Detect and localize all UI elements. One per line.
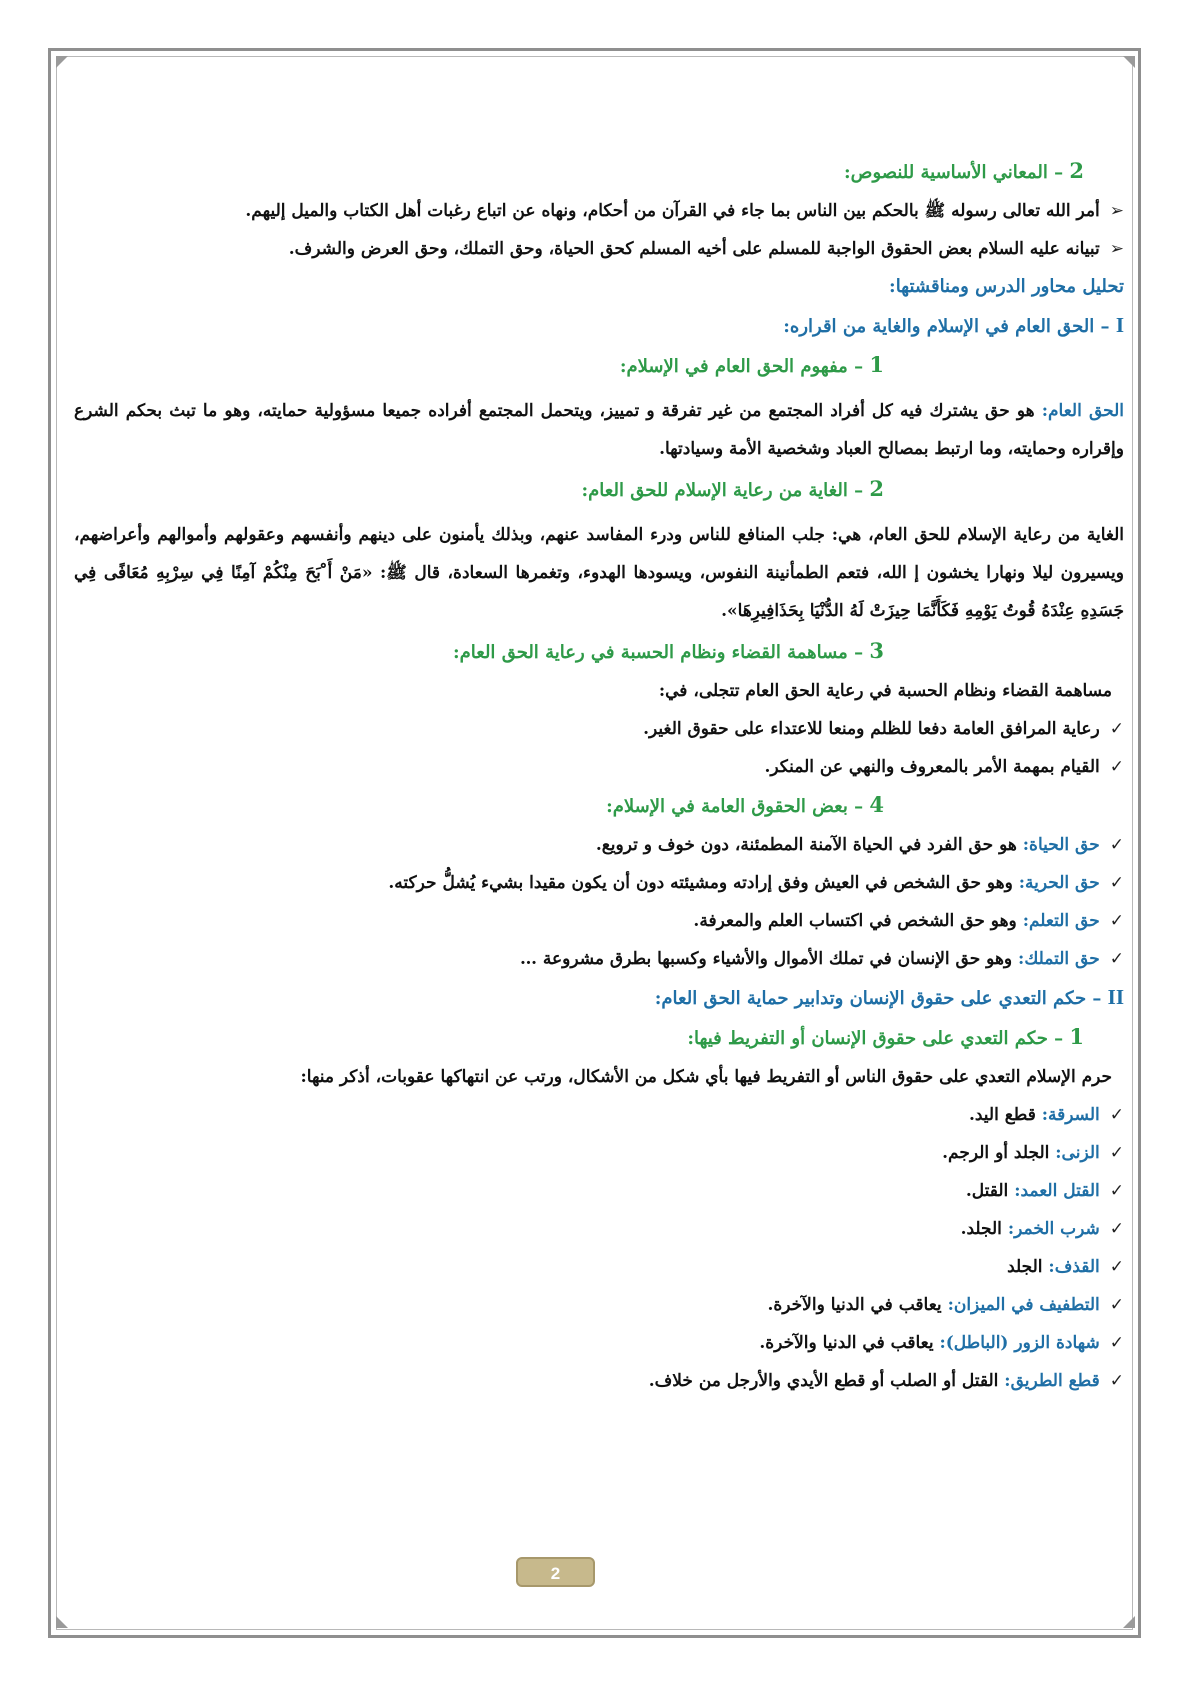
list-item — [74, 1368, 1124, 1394]
list-item — [74, 946, 1124, 972]
checkmark-icon: ✓ — [1109, 835, 1124, 855]
checkmark-icon: ✓ — [1109, 1181, 1124, 1201]
heading-text: – مفهوم الحق العام في الإسلام: — [619, 356, 864, 377]
arrow-bullet-icon: ➢ — [1109, 201, 1124, 221]
list-item-text: القتل أو الصلب أو قطع الأيدي والأرجل من خلاف. — [648, 1371, 999, 1391]
heading-text: – مساهمة القضاء ونظام الحسبة في رعاية الحق العام: — [452, 642, 864, 663]
list-item-term: حق الحياة: — [1022, 835, 1100, 855]
list-item-text: وهو حق الشخص في اكتساب العلم والمعرفة. — [693, 911, 1017, 931]
heading-number: 2 — [869, 476, 884, 501]
list-item — [74, 1330, 1124, 1356]
heading-rights — [74, 792, 884, 820]
list-item — [74, 716, 1124, 742]
corner-ornament — [1123, 1616, 1135, 1628]
list-item — [74, 870, 1124, 896]
heading-number: 2 — [1069, 158, 1084, 183]
list-item — [74, 832, 1124, 858]
part-title: – الحق العام في الإسلام والغاية من اقراره: — [783, 316, 1110, 337]
list-item-term: السرقة: — [1041, 1105, 1100, 1125]
corner-ornament — [56, 56, 68, 68]
checkmark-icon: ✓ — [1109, 1295, 1124, 1315]
heading-number: 1 — [1069, 1024, 1084, 1049]
part-number: I — [1115, 313, 1124, 337]
heading-concept — [74, 352, 884, 380]
checkmark-icon: ✓ — [1109, 1105, 1124, 1125]
heading-number: 3 — [869, 638, 884, 663]
definition-text: هو حق يشترك فيه كل أفراد المجتمع من غير تفرقة و تمييز، ويتحمل المجتمع أفراده جميعا مسؤولية حمايته، وهو ما تبث بحكم الشرع وإقراره وحمايته، وما ارتبط بمصالح العباد وشخصية الأمة وسيادتها. — [74, 401, 1124, 459]
heading-purpose — [74, 476, 884, 504]
list-item-text: أمر الله تعالى رسوله ﷺ بالحكم بين الناس بما جاء في القرآن من أحكام، ونهاه عن اتباع رغبات أهل الكتاب والميل إليهم. — [245, 201, 1100, 221]
list-item-text: الجلد أو الرجم. — [942, 1143, 1050, 1163]
list-item — [74, 198, 1124, 224]
checkmark-icon: ✓ — [1109, 1257, 1124, 1277]
list-item-text: الجلد — [1007, 1257, 1043, 1277]
analysis-title: تحليل محاور الدرس ومناقشتها: — [889, 276, 1124, 297]
list-item-term: حق التملك: — [1018, 949, 1100, 969]
checkmark-icon: ✓ — [1109, 1143, 1124, 1163]
checkmark-icon: ✓ — [1109, 873, 1124, 893]
list-item-text: تبيانه عليه السلام بعض الحقوق الواجبة للمسلم على أخيه المسلم كحق الحياة، وحق التملك، وحق العرض والشرف. — [288, 239, 1100, 259]
checkmark-icon: ✓ — [1109, 1333, 1124, 1353]
corner-ornament — [56, 1616, 68, 1628]
checkmark-icon: ✓ — [1109, 719, 1124, 739]
part-two-heading — [74, 984, 1124, 1012]
list-item-text: يعاقب في الدنيا والآخرة. — [767, 1295, 942, 1315]
list-item — [74, 236, 1124, 262]
infringement-intro: حرم الإسلام التعدي على حقوق الناس أو التفريط فيها بأي شكل من الأشكال، ورتب عن انتهاكها عقوبات، أذكر منها: — [300, 1067, 1112, 1087]
heading-infringement — [74, 1024, 1084, 1052]
list-item-text: القتل. — [965, 1181, 1009, 1201]
checkmark-icon: ✓ — [1109, 911, 1124, 931]
list-item-term: حق التعلم: — [1022, 911, 1100, 931]
part-one-heading — [74, 312, 1124, 340]
heading-number: 4 — [869, 792, 884, 817]
part-title: – حكم التعدي على حقوق الإنسان وتدابير حماية الحق العام: — [654, 988, 1102, 1009]
heading-number: 1 — [869, 352, 884, 377]
heading-text: – الغاية من رعاية الإسلام للحق العام: — [581, 480, 864, 501]
part-number: II — [1107, 985, 1124, 1009]
heading-text: – حكم التعدي على حقوق الإنسان أو التفريط فيها: — [687, 1028, 1064, 1049]
list-item — [74, 1292, 1124, 1318]
list-item-text: القيام بمهمة الأمر بالمعروف والنهي عن المنكر. — [764, 757, 1100, 777]
corner-ornament — [1123, 56, 1135, 68]
heading-text: – بعض الحقوق العامة في الإسلام: — [606, 796, 864, 817]
heading-text: – المعاني الأساسية للنصوص: — [844, 162, 1064, 183]
list-item — [74, 1254, 1124, 1280]
list-item-text: وهو حق الإنسان في تملك الأموال والأشياء وكسبها بطرق مشروعة … — [519, 949, 1013, 969]
checkmark-icon: ✓ — [1109, 1371, 1124, 1391]
list-item — [74, 1140, 1124, 1166]
list-item-text: يعاقب في الدنيا والآخرة. — [759, 1333, 934, 1353]
list-item-term: الزنى: — [1055, 1143, 1100, 1163]
heading-meanings — [74, 158, 1084, 186]
page-number-badge: 2 — [516, 1557, 595, 1587]
list-item-term: التطفيف في الميزان: — [947, 1295, 1100, 1315]
list-item-term: القتل العمد: — [1014, 1181, 1100, 1201]
list-item-term: شرب الخمر: — [1007, 1219, 1100, 1239]
arrow-bullet-icon: ➢ — [1109, 239, 1124, 259]
list-item — [74, 754, 1124, 780]
definition-term: الحق العام: — [1041, 401, 1124, 421]
list-item — [74, 1216, 1124, 1242]
page-content — [74, 158, 1124, 1406]
list-item — [74, 1102, 1124, 1128]
list-item-text: وهو حق الشخص في العيش وفق إرادته ومشيئته دون أن يكون مقيدا بشيء يُشلُّ حركته. — [388, 873, 1013, 893]
list-item-term: شهادة الزور (الباطل): — [939, 1333, 1100, 1353]
list-item-text: هو حق الفرد في الحياة الآمنة المطمئنة، دون خوف و ترويع. — [595, 835, 1017, 855]
paragraph-purpose: الغاية من رعاية الإسلام للحق العام، هي: جلب المنافع للناس ودرء المفاسد عنهم، وبذلك يأمنون على دينهم وأنفسهم وعقولهم وأموالهم وأعراضهم، ويسيرون ليلا ونهارا يخشون إ الله، فتعم الطمأنينة النفوس، ويسودها الهدوء، وتغمرها السعادة، قال ﷺ: «مَنْ أَ ْبَحَ مِنْكُمْ آمِنًا فِي سِرْبِهِ مُعَافًى فِي جَسَدِهِ عِنْدَهُ قُوتُ يَوْمِهِ فَكَأَنَّمَا حِيزَتْ لَهُ الدُّنْيَا بِحَذَافِيرِهَا». — [74, 525, 1124, 621]
list-item-term: القذف: — [1048, 1257, 1100, 1277]
list-item-text: قطع اليد. — [968, 1105, 1036, 1125]
checkmark-icon: ✓ — [1109, 757, 1124, 777]
list-item-text: الجلد. — [960, 1219, 1002, 1239]
checkmark-icon: ✓ — [1109, 949, 1124, 969]
list-item-text: رعاية المرافق العامة دفعا للظلم ومنعا للاعتداء على حقوق الغير. — [643, 719, 1100, 739]
paragraph-definition — [74, 392, 1124, 468]
heading-judiciary — [74, 638, 884, 666]
list-item-term: قطع الطريق: — [1004, 1371, 1100, 1391]
judiciary-intro: مساهمة القضاء ونظام الحسبة في رعاية الحق العام تتجلى، في: — [658, 681, 1112, 701]
list-item-term: حق الحرية: — [1018, 873, 1100, 893]
list-item — [74, 1178, 1124, 1204]
checkmark-icon: ✓ — [1109, 1219, 1124, 1239]
list-item — [74, 908, 1124, 934]
